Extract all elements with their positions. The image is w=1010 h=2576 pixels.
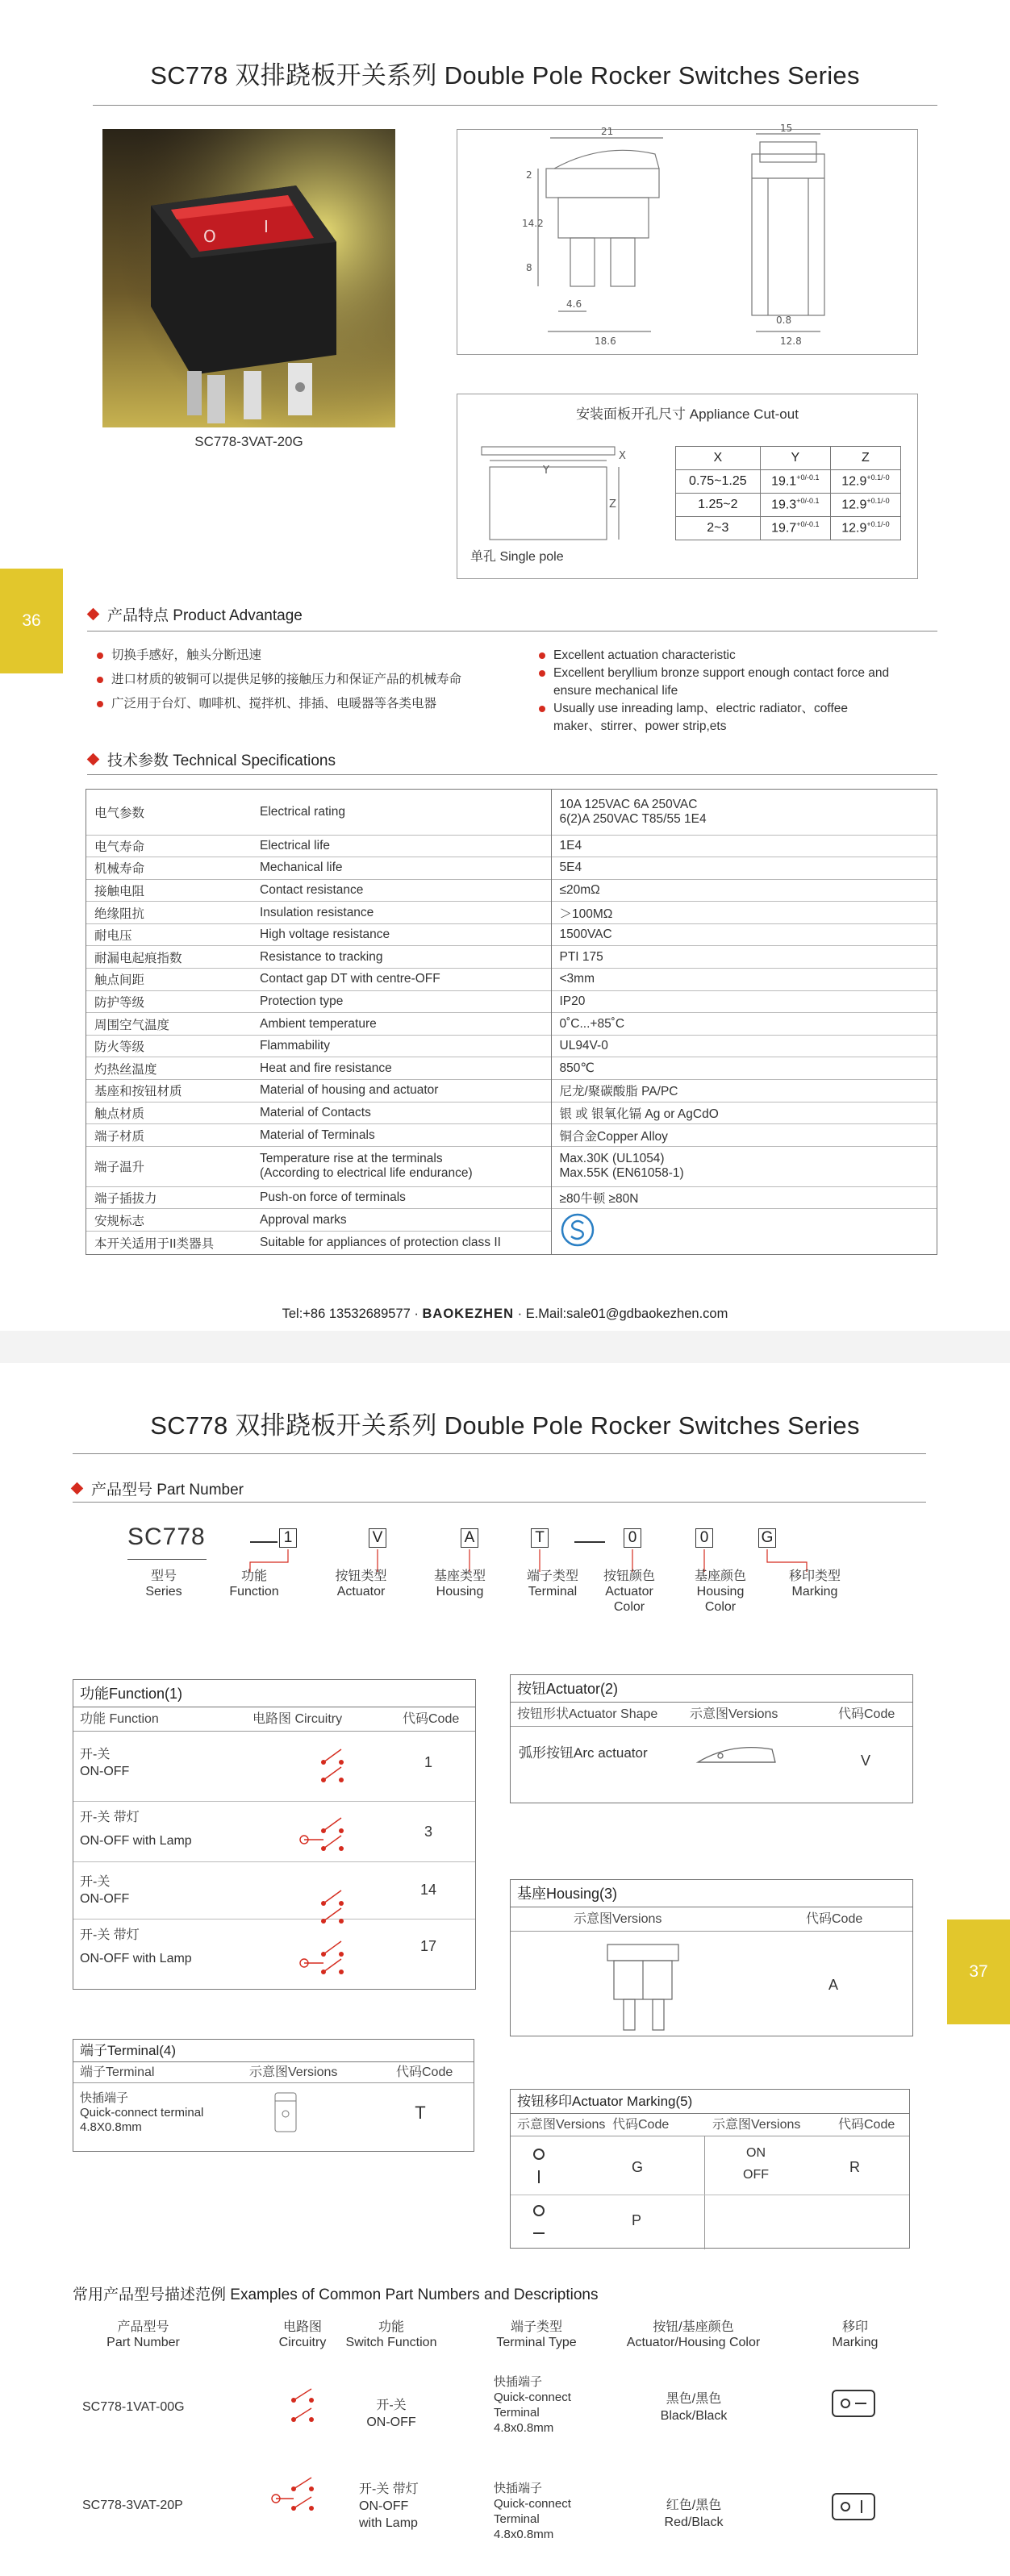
- cutout-cell: 2~3: [676, 517, 761, 540]
- label-actuator: 按钮类型 Actuator: [335, 1569, 387, 1599]
- list-item: Excellent beryllium bronze support enough contact force and ensure mechanical life: [539, 665, 894, 700]
- spec-value: 尼龙/聚碳酸脂 PA/PC: [551, 1080, 937, 1103]
- function-table: [73, 1679, 476, 1990]
- spec-name-en: High voltage resistance: [252, 923, 551, 946]
- actuator-shape: 弧形按钮Arc actuator: [519, 1745, 648, 1761]
- function-code-1: 1: [424, 1754, 432, 1770]
- housing-heading: 基座Housing(3): [511, 1880, 912, 1907]
- svg-text:2: 2: [526, 169, 532, 181]
- advantage-en-list: [539, 647, 894, 736]
- page-number-tab: 37: [947, 1919, 1010, 2024]
- spec-name-en: Contact resistance: [252, 879, 551, 902]
- cutout-diagram: [465, 427, 627, 556]
- col-part-number: 产品型号 Part Number: [106, 2320, 180, 2349]
- spec-row: [86, 902, 937, 924]
- col-switch-function: 功能 Switch Function: [345, 2320, 437, 2349]
- spec-row: [86, 835, 937, 857]
- approval-s-mark-icon: [560, 1212, 595, 1248]
- spec-value: ≤20mΩ: [551, 879, 937, 902]
- specs-heading: 技术参数 Technical Specifications: [89, 748, 336, 770]
- svg-text:12.8: 12.8: [780, 336, 802, 347]
- function-subheader: 功能 Function 电路图 Circuitry 代码Code: [73, 1707, 475, 1732]
- spec-row: [86, 1057, 937, 1080]
- cutout-cell: $12.9^{+0.1/-0}$: [830, 494, 900, 517]
- code-box-function: 1: [279, 1528, 297, 1548]
- cutout-header-y: Y: [760, 447, 830, 470]
- spec-name-en: Temperature rise at the terminals (According to electrical life endurance): [252, 1146, 551, 1186]
- marking-subheader: 示意图Versions 代码Code 示意图Versions 代码Code: [511, 2114, 909, 2136]
- svg-text:X: X: [619, 450, 626, 462]
- svg-text:15: 15: [780, 123, 793, 134]
- housing-subheader: 示意图Versions 代码Code: [511, 1907, 912, 1932]
- svg-text:4.6: 4.6: [566, 298, 582, 310]
- example-terminal: 快插端子 Quick-connect Terminal 4.8x0.8mm: [494, 2375, 571, 2435]
- spec-name-en: Approval marks: [252, 1209, 551, 1232]
- svg-text:Z: Z: [609, 498, 616, 511]
- actuator-heading: 按钮Actuator(2): [511, 1675, 912, 1703]
- spec-name-en: Insulation resistance: [252, 902, 551, 924]
- phone-number: Tel:+86 13532689577: [282, 1307, 411, 1321]
- spec-name-cn: 接触电阻: [86, 879, 252, 902]
- list-item: Usually use inreading lamp、electric radiator、coffee maker、stirrer、power strip,ets: [539, 700, 894, 736]
- spec-value: ＞100MΩ: [551, 902, 937, 924]
- diamond-bullet-icon: [71, 1482, 84, 1495]
- cutout-header-x: X: [676, 447, 761, 470]
- label-marking: 移印类型 Marking: [788, 1569, 841, 1599]
- spec-name-cn: 防护等级: [86, 990, 252, 1013]
- actuator-subheader: 按钮形状Actuator Shape 示意图Versions 代码Code: [511, 1703, 912, 1727]
- spec-name-en: Material of Contacts: [252, 1102, 551, 1124]
- spec-row: [86, 1146, 937, 1186]
- spec-name-cn: 电气寿命: [86, 835, 252, 857]
- list-item: 广泛用于台灯、咖啡机、搅拌机、排插、电暖器等各类电器: [97, 695, 532, 713]
- spec-name-en: Flammability: [252, 1035, 551, 1057]
- cutout-header-z: Z: [830, 447, 900, 470]
- spec-name-en: Ambient temperature: [252, 1013, 551, 1036]
- spec-value: UL94V-0: [551, 1035, 937, 1057]
- approval-mark: [551, 1209, 937, 1254]
- marking-o-dash-icon: [831, 2389, 876, 2418]
- marking-heading: 按钮移印Actuator Marking(5): [511, 2090, 909, 2114]
- spec-value: IP20: [551, 990, 937, 1013]
- svg-text:0.8: 0.8: [776, 315, 792, 326]
- single-pole-label: 单孔 Single pole: [470, 550, 564, 564]
- email-address: E.Mail:sale01@gdbaokezhen.com: [525, 1307, 728, 1321]
- spec-row: [86, 1013, 937, 1036]
- housing-code: A: [828, 1977, 838, 1993]
- specs-table-frame: [86, 789, 937, 1255]
- function-code-3: 3: [424, 1824, 432, 1840]
- brand-name: BAOKEZHEN: [422, 1307, 515, 1321]
- marking-code-r: R: [849, 2159, 860, 2175]
- spec-name-cn: 电气参数: [94, 806, 145, 820]
- product-photo: [102, 129, 395, 427]
- terminal-heading: 端子Terminal(4): [73, 2040, 474, 2062]
- spec-name-cn: 周围空气温度: [86, 1013, 252, 1036]
- marking-o-i-icon: [527, 2143, 551, 2188]
- spec-name-cn: 耐电压: [86, 923, 252, 946]
- spec-name-en: Protection type: [252, 990, 551, 1013]
- spec-value: 10A 125VAC 6A 250VAC 6(2)A 250VAC T85/55 1E4: [551, 790, 937, 835]
- svg-text:14.2: 14.2: [522, 218, 544, 229]
- title-divider: [93, 105, 937, 106]
- photo-caption: SC778-3VAT-20G: [194, 434, 303, 449]
- spec-name-en: Contact gap DT with centre-OFF: [252, 969, 551, 991]
- specs-table: [86, 790, 937, 1254]
- spec-value: ≥80牛顿 ≥80N: [551, 1186, 937, 1209]
- col-color: 按钮/基座颜色 Actuator/Housing Color: [626, 2320, 761, 2349]
- spec-name-cn: 机械寿命: [86, 857, 252, 880]
- page-37: [0, 1363, 1010, 2576]
- rocker-switch-image: [102, 129, 395, 427]
- spec-row: [86, 879, 937, 902]
- spec-row: [86, 969, 937, 991]
- label-terminal: 端子类型 Terminal: [526, 1569, 578, 1599]
- dimension-drawing: [457, 123, 918, 355]
- code-box-terminal: T: [531, 1528, 549, 1548]
- specs-divider: [87, 774, 937, 775]
- spec-name-cn: 安规标志: [86, 1209, 252, 1232]
- marking-code-g: G: [632, 2159, 644, 2175]
- svg-text:I: I: [264, 217, 269, 236]
- marking-o-dash-icon: [527, 2199, 551, 2245]
- function-row-1: 开-关 ON-OFF: [80, 1748, 130, 1778]
- list-item: Excellent actuation characteristic: [539, 647, 894, 665]
- title-divider: [73, 1453, 926, 1454]
- label-actuator-color: 按钮颜色 Actuator Color: [603, 1569, 655, 1614]
- cutout-cell: 1.25~2: [676, 494, 761, 517]
- diamond-bullet-icon: [87, 753, 100, 766]
- function-row-14: 开-关 ON-OFF: [80, 1875, 130, 1906]
- circuitry-icon: [282, 2382, 331, 2431]
- spec-row: [86, 1186, 937, 1209]
- housing-table: [510, 1879, 913, 2036]
- function-heading: 功能Function(1): [73, 1680, 475, 1707]
- code-box-actuator-color: 0: [624, 1528, 641, 1548]
- spec-value: 1500VAC: [551, 923, 937, 946]
- spec-value: 0˚C...+85˚C: [551, 1013, 937, 1036]
- circuitry-diagrams: [291, 1738, 364, 1980]
- marking-table: [510, 2089, 910, 2249]
- spec-name-cn: 绝缘阻抗: [86, 902, 252, 924]
- spec-value: PTI 175: [551, 946, 937, 969]
- label-function: 功能 Function: [229, 1569, 279, 1599]
- spec-name-cn: 端子温升: [86, 1146, 252, 1186]
- spec-name-cn: 触点材质: [86, 1102, 252, 1124]
- col-circuitry: 电路图 Circuitry: [278, 2320, 327, 2349]
- col-terminal-type: 端子类型 Terminal Type: [496, 2320, 577, 2349]
- cutout-cell: $12.9^{+0.1/-0}$: [830, 517, 900, 540]
- spec-row: [86, 1080, 937, 1103]
- example-color: 红色/黑色 Red/Black: [664, 2499, 724, 2529]
- spec-row: [86, 790, 937, 835]
- spec-row: [86, 1102, 937, 1124]
- circuitry-lamp-icon: [266, 2471, 331, 2528]
- function-row-17: 开-关 带灯 ON-OFF with Lamp: [80, 1928, 192, 1965]
- marking-code-p: P: [632, 2212, 642, 2228]
- spec-name-cn: 基座和按钮材质: [86, 1080, 252, 1103]
- page-title: SC778 双排跷板开关系列 Double Pole Rocker Switches Series: [150, 61, 860, 90]
- spec-row: [86, 946, 937, 969]
- label-housing-color: 基座颜色 Housing Color: [694, 1569, 746, 1614]
- page-number-tab: 36: [0, 569, 63, 673]
- spec-row: [86, 923, 937, 946]
- spec-name-cn: 灼热丝温度: [86, 1057, 252, 1080]
- actuator-code: V: [860, 1753, 870, 1769]
- spec-row: [86, 857, 937, 880]
- function-code-14: 14: [419, 1882, 437, 1898]
- spec-name-en: Material of Terminals: [252, 1124, 551, 1147]
- terminal-code: T: [415, 2103, 426, 2123]
- cutout-cell: $12.9^{+0.1/-0}$: [830, 470, 900, 494]
- svg-text:Y: Y: [543, 465, 549, 477]
- list-item: 切换手感好，触头分断迅速: [97, 647, 532, 665]
- series-code: SC778: [127, 1524, 206, 1550]
- spec-name-cn: 触点间距: [86, 969, 252, 991]
- example-function: 开-关 ON-OFF: [366, 2399, 416, 2429]
- marking-o-i-icon: [831, 2492, 876, 2521]
- function-code-17: 17: [419, 1938, 437, 1954]
- example-part-number: SC778-3VAT-20P: [82, 2499, 183, 2512]
- code-box-housing: A: [461, 1528, 478, 1548]
- examples-heading: 常用产品型号描述范例 Examples of Common Part Numbers and Descriptions: [73, 2286, 599, 2303]
- svg-text:21: 21: [601, 126, 614, 137]
- spec-name-cn: 耐漏电起痕指数: [86, 946, 252, 969]
- example-part-number: SC778-1VAT-00G: [82, 2400, 185, 2414]
- page-title: SC778 双排跷板开关系列 Double Pole Rocker Switches Series: [150, 1411, 860, 1440]
- contact-footer: Tel:+86 13532689577 · BAOKEZHEN · E.Mail:sale01@gdbaokezhen.com: [282, 1307, 728, 1321]
- spec-name-en: Resistance to tracking: [252, 946, 551, 969]
- spec-name-cn: 防火等级: [86, 1035, 252, 1057]
- spec-row: [86, 1124, 937, 1147]
- terminal-desc: 快插端子 Quick-connect terminal 4.8X0.8mm: [80, 2091, 204, 2134]
- spec-name-en: Heat and fire resistance: [252, 1057, 551, 1080]
- part-number-divider: [73, 1502, 926, 1503]
- examples-header-row: [0, 2320, 1010, 2368]
- spec-name-en: Material of housing and actuator: [252, 1080, 551, 1103]
- spec-value: 银 或 银氧化镉 Ag or AgCdO: [551, 1102, 937, 1124]
- advantage-cn-list: [97, 647, 532, 713]
- part-number-breakdown: [0, 1520, 1010, 1633]
- spec-name-en: Push-on force of terminals: [252, 1186, 551, 1209]
- svg-text:18.6: 18.6: [595, 336, 616, 347]
- example-row: [0, 2371, 1010, 2460]
- housing-drawing-icon: [599, 1938, 688, 2035]
- example-terminal: 快插端子 Quick-connect Terminal 4.8x0.8mm: [494, 2482, 571, 2541]
- label-series: 型号 Series: [145, 1569, 182, 1599]
- svg-text:O: O: [203, 227, 216, 246]
- spec-row: [86, 1209, 937, 1232]
- svg-text:8: 8: [526, 262, 532, 273]
- cutout-cell: 0.75~1.25: [676, 470, 761, 494]
- diamond-bullet-icon: [87, 608, 100, 621]
- label-housing: 基座类型 Housing: [433, 1569, 486, 1599]
- cutout-cell: $19.1^{+0/-0.1}$: [760, 470, 830, 494]
- spec-name-en: Suitable for appliances of protection class II: [252, 1232, 551, 1254]
- example-function: 开-关 带灯 ON-OFF with Lamp: [359, 2482, 419, 2530]
- cutout-panel: [457, 394, 918, 579]
- terminal-subheader: 端子Terminal 示意图Versions 代码Code: [73, 2062, 474, 2083]
- spec-value: 铜合金Copper Alloy: [551, 1124, 937, 1147]
- spec-name-en: Mechanical life: [252, 857, 551, 880]
- arc-actuator-icon: [691, 1738, 780, 1770]
- code-box-housing-color: 0: [695, 1528, 713, 1548]
- example-color: 黑色/黑色 Black/Black: [660, 2392, 728, 2423]
- page-gap: [0, 1331, 1010, 1363]
- cutout-table: [675, 446, 901, 540]
- code-box-marking: G: [758, 1528, 776, 1548]
- actuator-table: [510, 1674, 913, 1803]
- function-row-3: 开-关 带灯 ON-OFF with Lamp: [80, 1811, 192, 1848]
- spec-name-en: Electrical life: [252, 835, 551, 857]
- part-number-heading: 产品型号 Part Number: [73, 1478, 244, 1499]
- spec-row: [86, 990, 937, 1013]
- marking-on-off-text: ON OFF: [743, 2146, 769, 2182]
- example-row: [0, 2460, 1010, 2565]
- list-item: 进口材质的铍铜可以提供足够的接触压力和保证产品的机械寿命: [97, 671, 532, 689]
- cutout-cell: $19.3^{+0/-0.1}$: [760, 494, 830, 517]
- spec-name-en: Electrical rating: [260, 804, 345, 819]
- spec-name-cn: 本开关适用于II类器具: [86, 1232, 252, 1254]
- spec-row: [86, 1035, 937, 1057]
- spec-value: 850℃: [551, 1057, 937, 1080]
- spec-value: 5E4: [551, 857, 937, 880]
- spec-name-cn: 端子材质: [86, 1124, 252, 1147]
- advantage-heading: 产品特点 Product Advantage: [89, 603, 303, 625]
- code-box-actuator: V: [369, 1528, 386, 1548]
- spec-value: 1E4: [551, 835, 937, 857]
- spec-value: Max.30K (UL1054) Max.55K (EN61058-1): [551, 1146, 937, 1186]
- spec-value: <3mm: [551, 969, 937, 991]
- spec-name-cn: 端子插拔力: [86, 1186, 252, 1209]
- col-marking: 移印 Marking: [832, 2320, 879, 2349]
- terminal-table: [73, 2039, 474, 2152]
- cutout-cell: $19.7^{+0/-0.1}$: [760, 517, 830, 540]
- terminal-drawing-icon: [270, 2090, 303, 2136]
- cutout-title: 安装面板开孔尺寸 Appliance Cut-out: [576, 406, 799, 422]
